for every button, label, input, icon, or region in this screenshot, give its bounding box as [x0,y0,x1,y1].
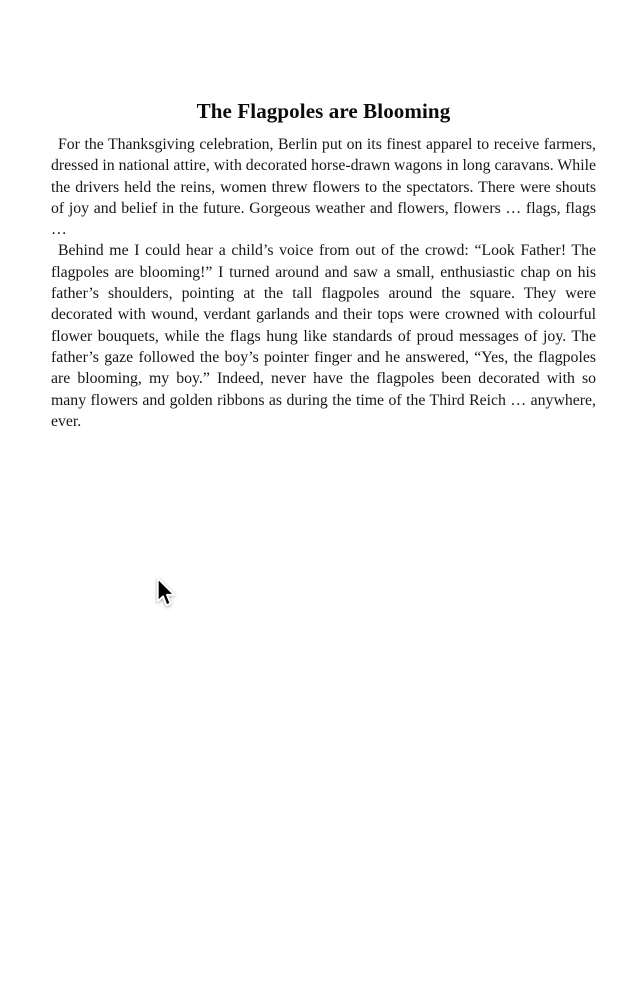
paragraph: For the Thanksgiving celebration, Berlin put on its finest apparel to receive farmers, dressed in national attire, with decorated horse-drawn wagons in long caravans. While the drivers held the reins, women threw flowers to the spectators. There were shouts of joy and belief in the future. Gorgeous weather and flowers, flowers … flags, flags … [51,136,596,239]
mouse-cursor-icon [155,576,177,610]
document-title: The Flagpoles are Blooming [196,99,451,123]
text-block [51,99,596,432]
paragraph: Behind me I could hear a child’s voice from out of the crowd: “Look Father! The flagpoles are blooming!” I turned around and saw a small, enthusiastic chap on his father’s shoulders, pointing at the tall flagpoles around the square. They were decorated with wound, verdant garlands and their tops were crowned with colourful flower bouquets, while the flags hung like standards of proud messages of joy. The father’s gaze followed the boy’s pointer finger and he answered, “Yes, the flagpoles are blooming, my boy.” Indeed, never have the flagpoles been decorated with so many flowers and golden ribbons as during the time of the Third Reich … anywhere, ever. [51,242,596,430]
